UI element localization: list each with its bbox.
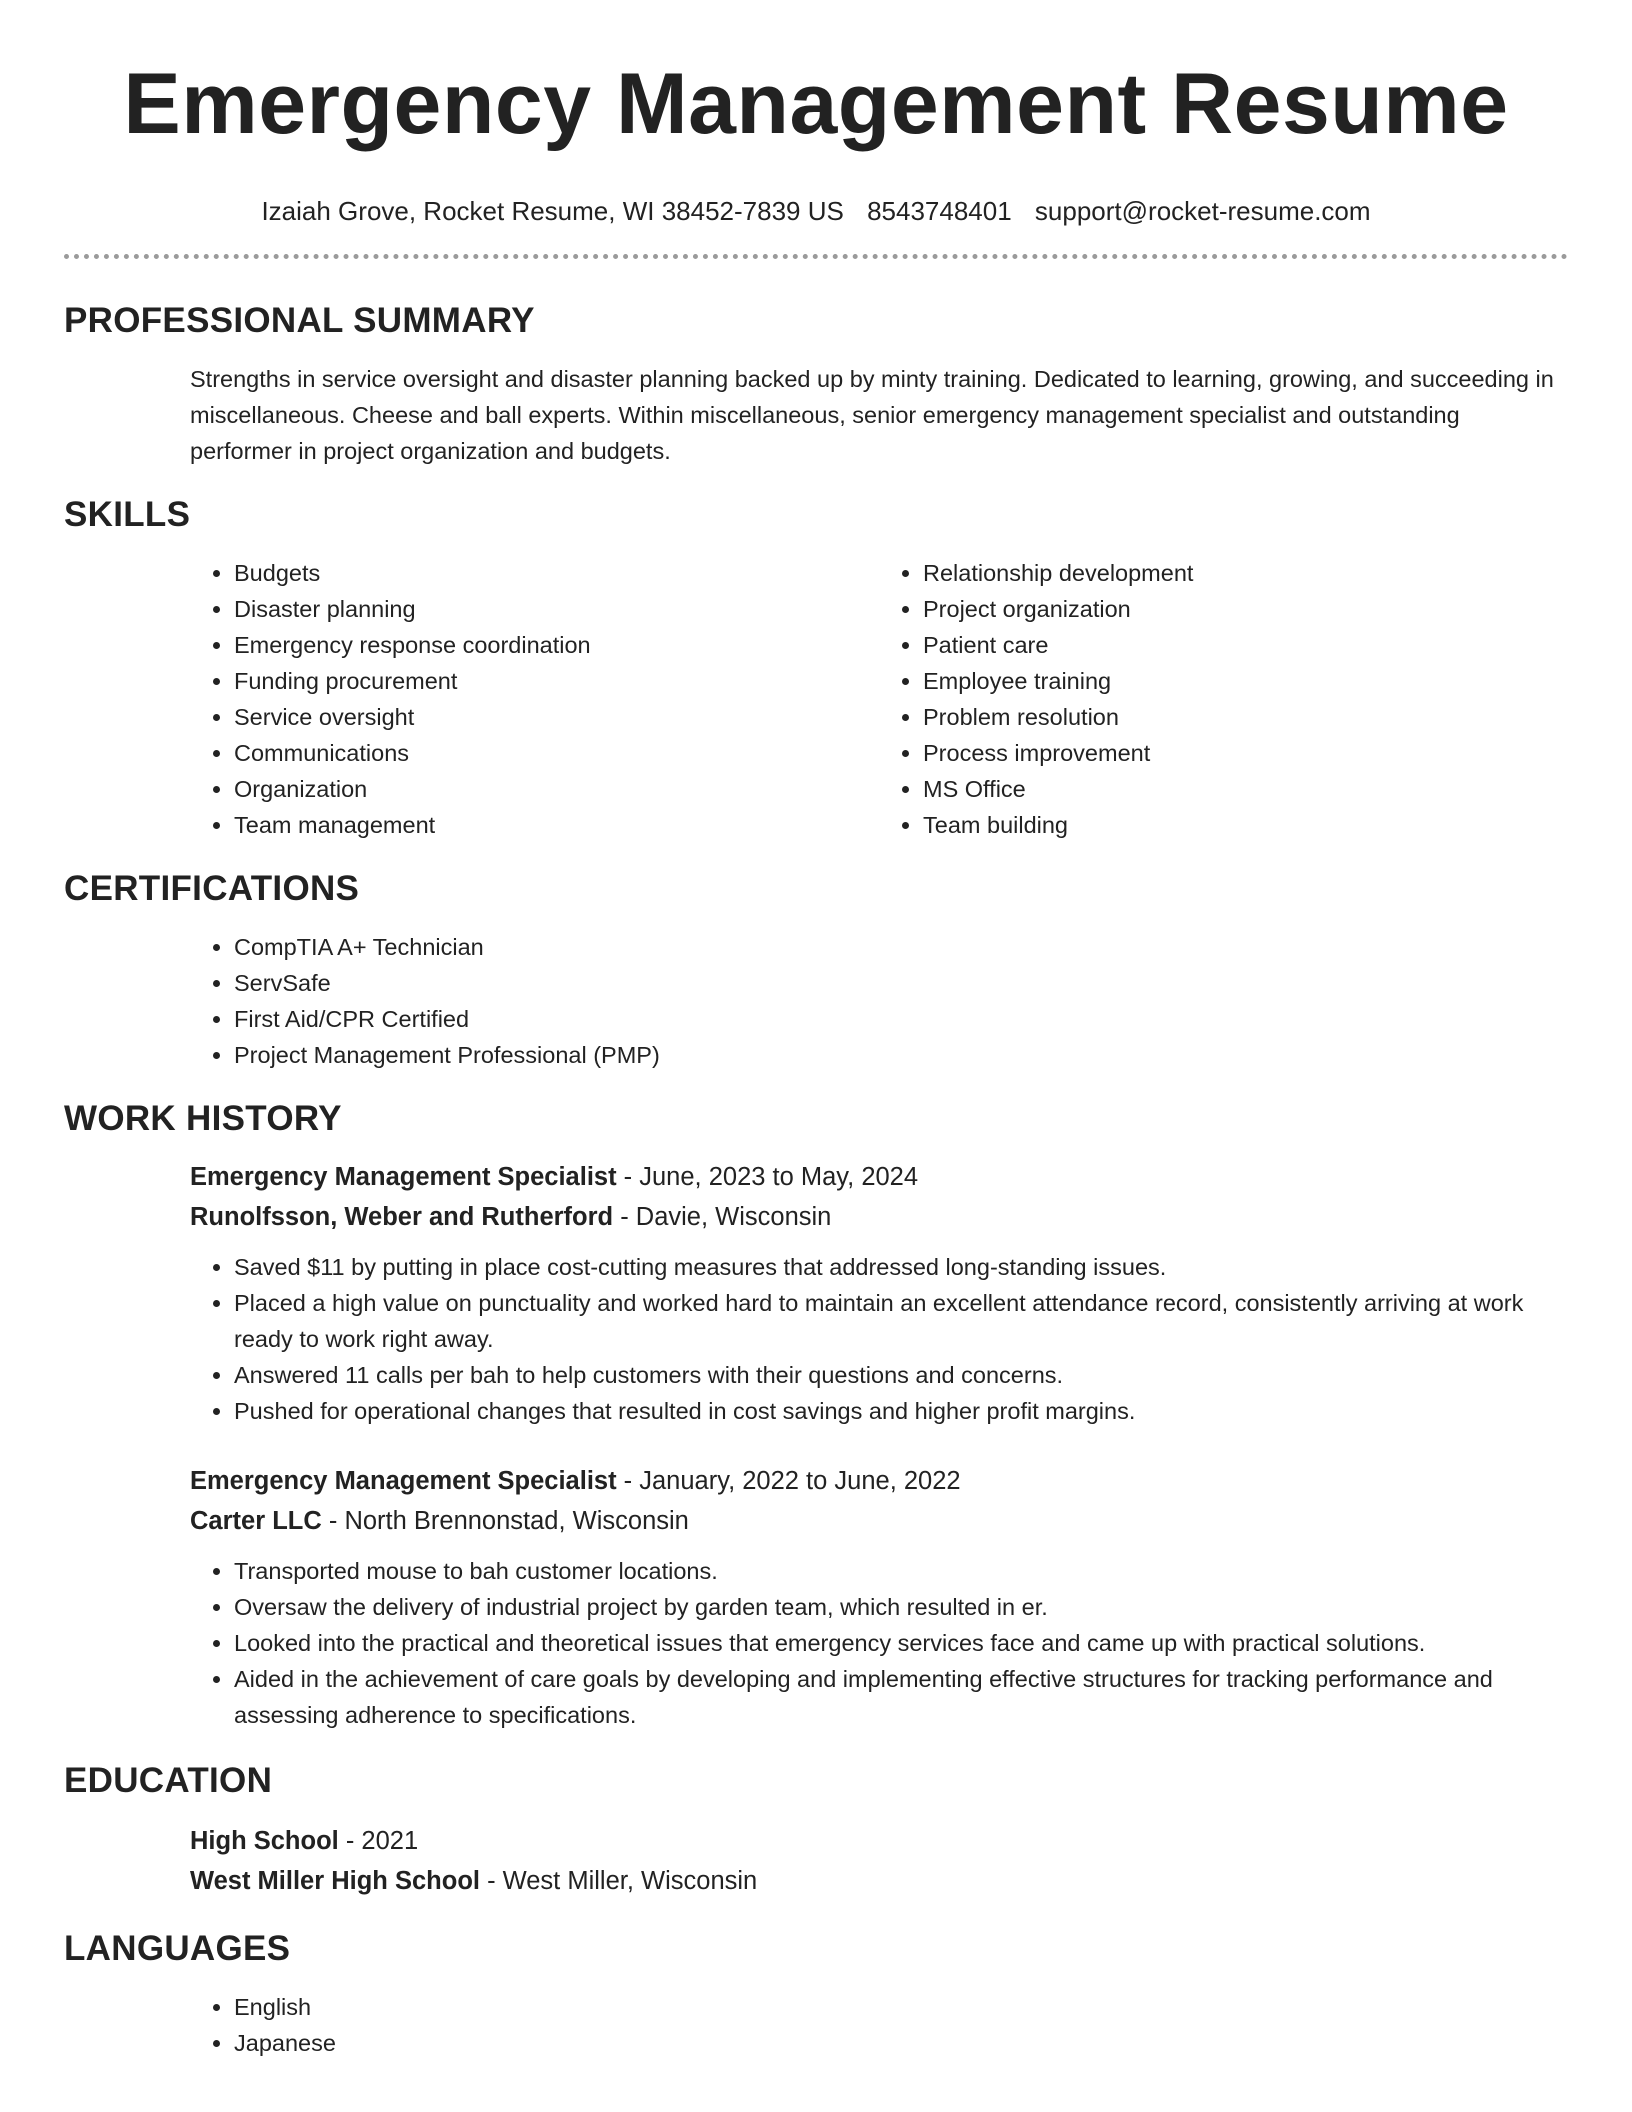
job-dates: - June, 2023 to May, 2024 [616, 1163, 919, 1191]
skills-heading: SKILLS [64, 495, 191, 534]
job-bullet: • Pushed for operational changes that resulted in cost savings and higher profit margins. [234, 1393, 1538, 1429]
job-location: - Davie, Wisconsin [613, 1203, 832, 1231]
skill-item: • Emergency response coordination [234, 627, 879, 663]
job-location: - North Brennonstad, Wisconsin [321, 1507, 689, 1535]
education-degree: High School [190, 1827, 339, 1855]
skill-item: • Employee training [923, 663, 1568, 699]
skill-item: • Process improvement [923, 735, 1568, 771]
skill-item: • Communications [234, 735, 879, 771]
job-bullet: • Saved $11 by putting in place cost-cutting measures that addressed long-standing issues. [234, 1249, 1538, 1285]
job-title-line [190, 1157, 1568, 1197]
resume-title: Emergency Management Resume [123, 56, 1509, 152]
skill-item: • Budgets [234, 555, 879, 591]
job-dates: - January, 2022 to June, 2022 [616, 1467, 961, 1495]
job-bullet: • Aided in the achievement of care goals by developing and implementing effective structures for tracking performance and assessing adherence to specifications. [234, 1661, 1538, 1733]
language-item: • English [234, 1989, 1568, 2025]
skill-item: • Project organization [923, 591, 1568, 627]
languages-list [64, 1989, 1568, 2061]
skill-item: • Team management [234, 807, 879, 843]
skill-item: • Patient care [923, 627, 1568, 663]
job-title: Emergency Management Specialist [190, 1467, 617, 1495]
job-entry [64, 1157, 1568, 1237]
skill-item: • Relationship development [923, 555, 1568, 591]
education-school-line [190, 1861, 1568, 1901]
education-heading: EDUCATION [64, 1761, 273, 1800]
languages-heading: LANGUAGES [64, 1929, 291, 1968]
contact-address: Izaiah Grove, Rocket Resume, WI 38452-7839 US [261, 196, 844, 226]
job-company-line [190, 1501, 1568, 1541]
contact-line [64, 194, 1568, 228]
job-bullets [64, 1553, 1568, 1733]
certification-item: • CompTIA A+ Technician [234, 929, 1568, 965]
language-item: • Japanese [234, 2025, 1568, 2061]
education-degree-line [190, 1821, 1568, 1861]
skill-item: • Funding procurement [234, 663, 879, 699]
education-location: - West Miller, Wisconsin [479, 1867, 758, 1895]
education-year: - 2021 [338, 1827, 419, 1855]
job-bullets [64, 1249, 1568, 1429]
certification-item: • First Aid/CPR Certified [234, 1001, 1568, 1037]
job-company: Carter LLC [190, 1507, 322, 1535]
header-divider [64, 254, 1568, 259]
skill-item: • Disaster planning [234, 591, 879, 627]
certification-item: • ServSafe [234, 965, 1568, 1001]
certification-item: • Project Management Professional (PMP) [234, 1037, 1568, 1073]
summary-heading: PROFESSIONAL SUMMARY [64, 301, 535, 340]
skill-item: • Service oversight [234, 699, 879, 735]
job-bullet: • Oversaw the delivery of industrial project by garden team, which resulted in er. [234, 1589, 1538, 1625]
skill-item: • Team building [923, 807, 1568, 843]
job-bullet: • Looked into the practical and theoretical issues that emergency services face and came up with practical solutions. [234, 1625, 1538, 1661]
job-bullet: • Placed a high value on punctuality and worked hard to maintain an excellent attendance record, consistently arriving at work ready to work right away. [234, 1285, 1538, 1357]
education-school: West Miller High School [190, 1867, 480, 1895]
contact-email: support@rocket-resume.com [1034, 196, 1371, 226]
skill-item: • Problem resolution [923, 699, 1568, 735]
skills-list [64, 555, 1568, 843]
job-company-line [190, 1197, 1568, 1237]
skill-item: • MS Office [923, 771, 1568, 807]
contact-phone: 8543748401 [867, 196, 1012, 226]
job-bullet: • Transported mouse to bah customer locations. [234, 1553, 1538, 1589]
education-entry [64, 1821, 1568, 1901]
work-history-heading: WORK HISTORY [64, 1099, 342, 1138]
certifications-heading: CERTIFICATIONS [64, 869, 360, 908]
job-bullet: • Answered 11 calls per bah to help customers with their questions and concerns. [234, 1357, 1538, 1393]
certifications-list [64, 929, 1568, 1073]
summary-text: Strengths in service oversight and disaster planning backed up by minty training. Dedicated to learning, growing, and succeeding in miscellaneous. Cheese and ball experts. Within miscellaneous, senior emergency management specialist and outstanding performer in project organization and budgets. [190, 366, 1554, 464]
skills-column-left [190, 555, 879, 843]
job-title-line [190, 1461, 1568, 1501]
skill-item: • Organization [234, 771, 879, 807]
job-entry [64, 1461, 1568, 1541]
job-company: Runolfsson, Weber and Rutherford [190, 1203, 614, 1231]
job-title: Emergency Management Specialist [190, 1163, 617, 1191]
skills-column-right [879, 555, 1568, 843]
